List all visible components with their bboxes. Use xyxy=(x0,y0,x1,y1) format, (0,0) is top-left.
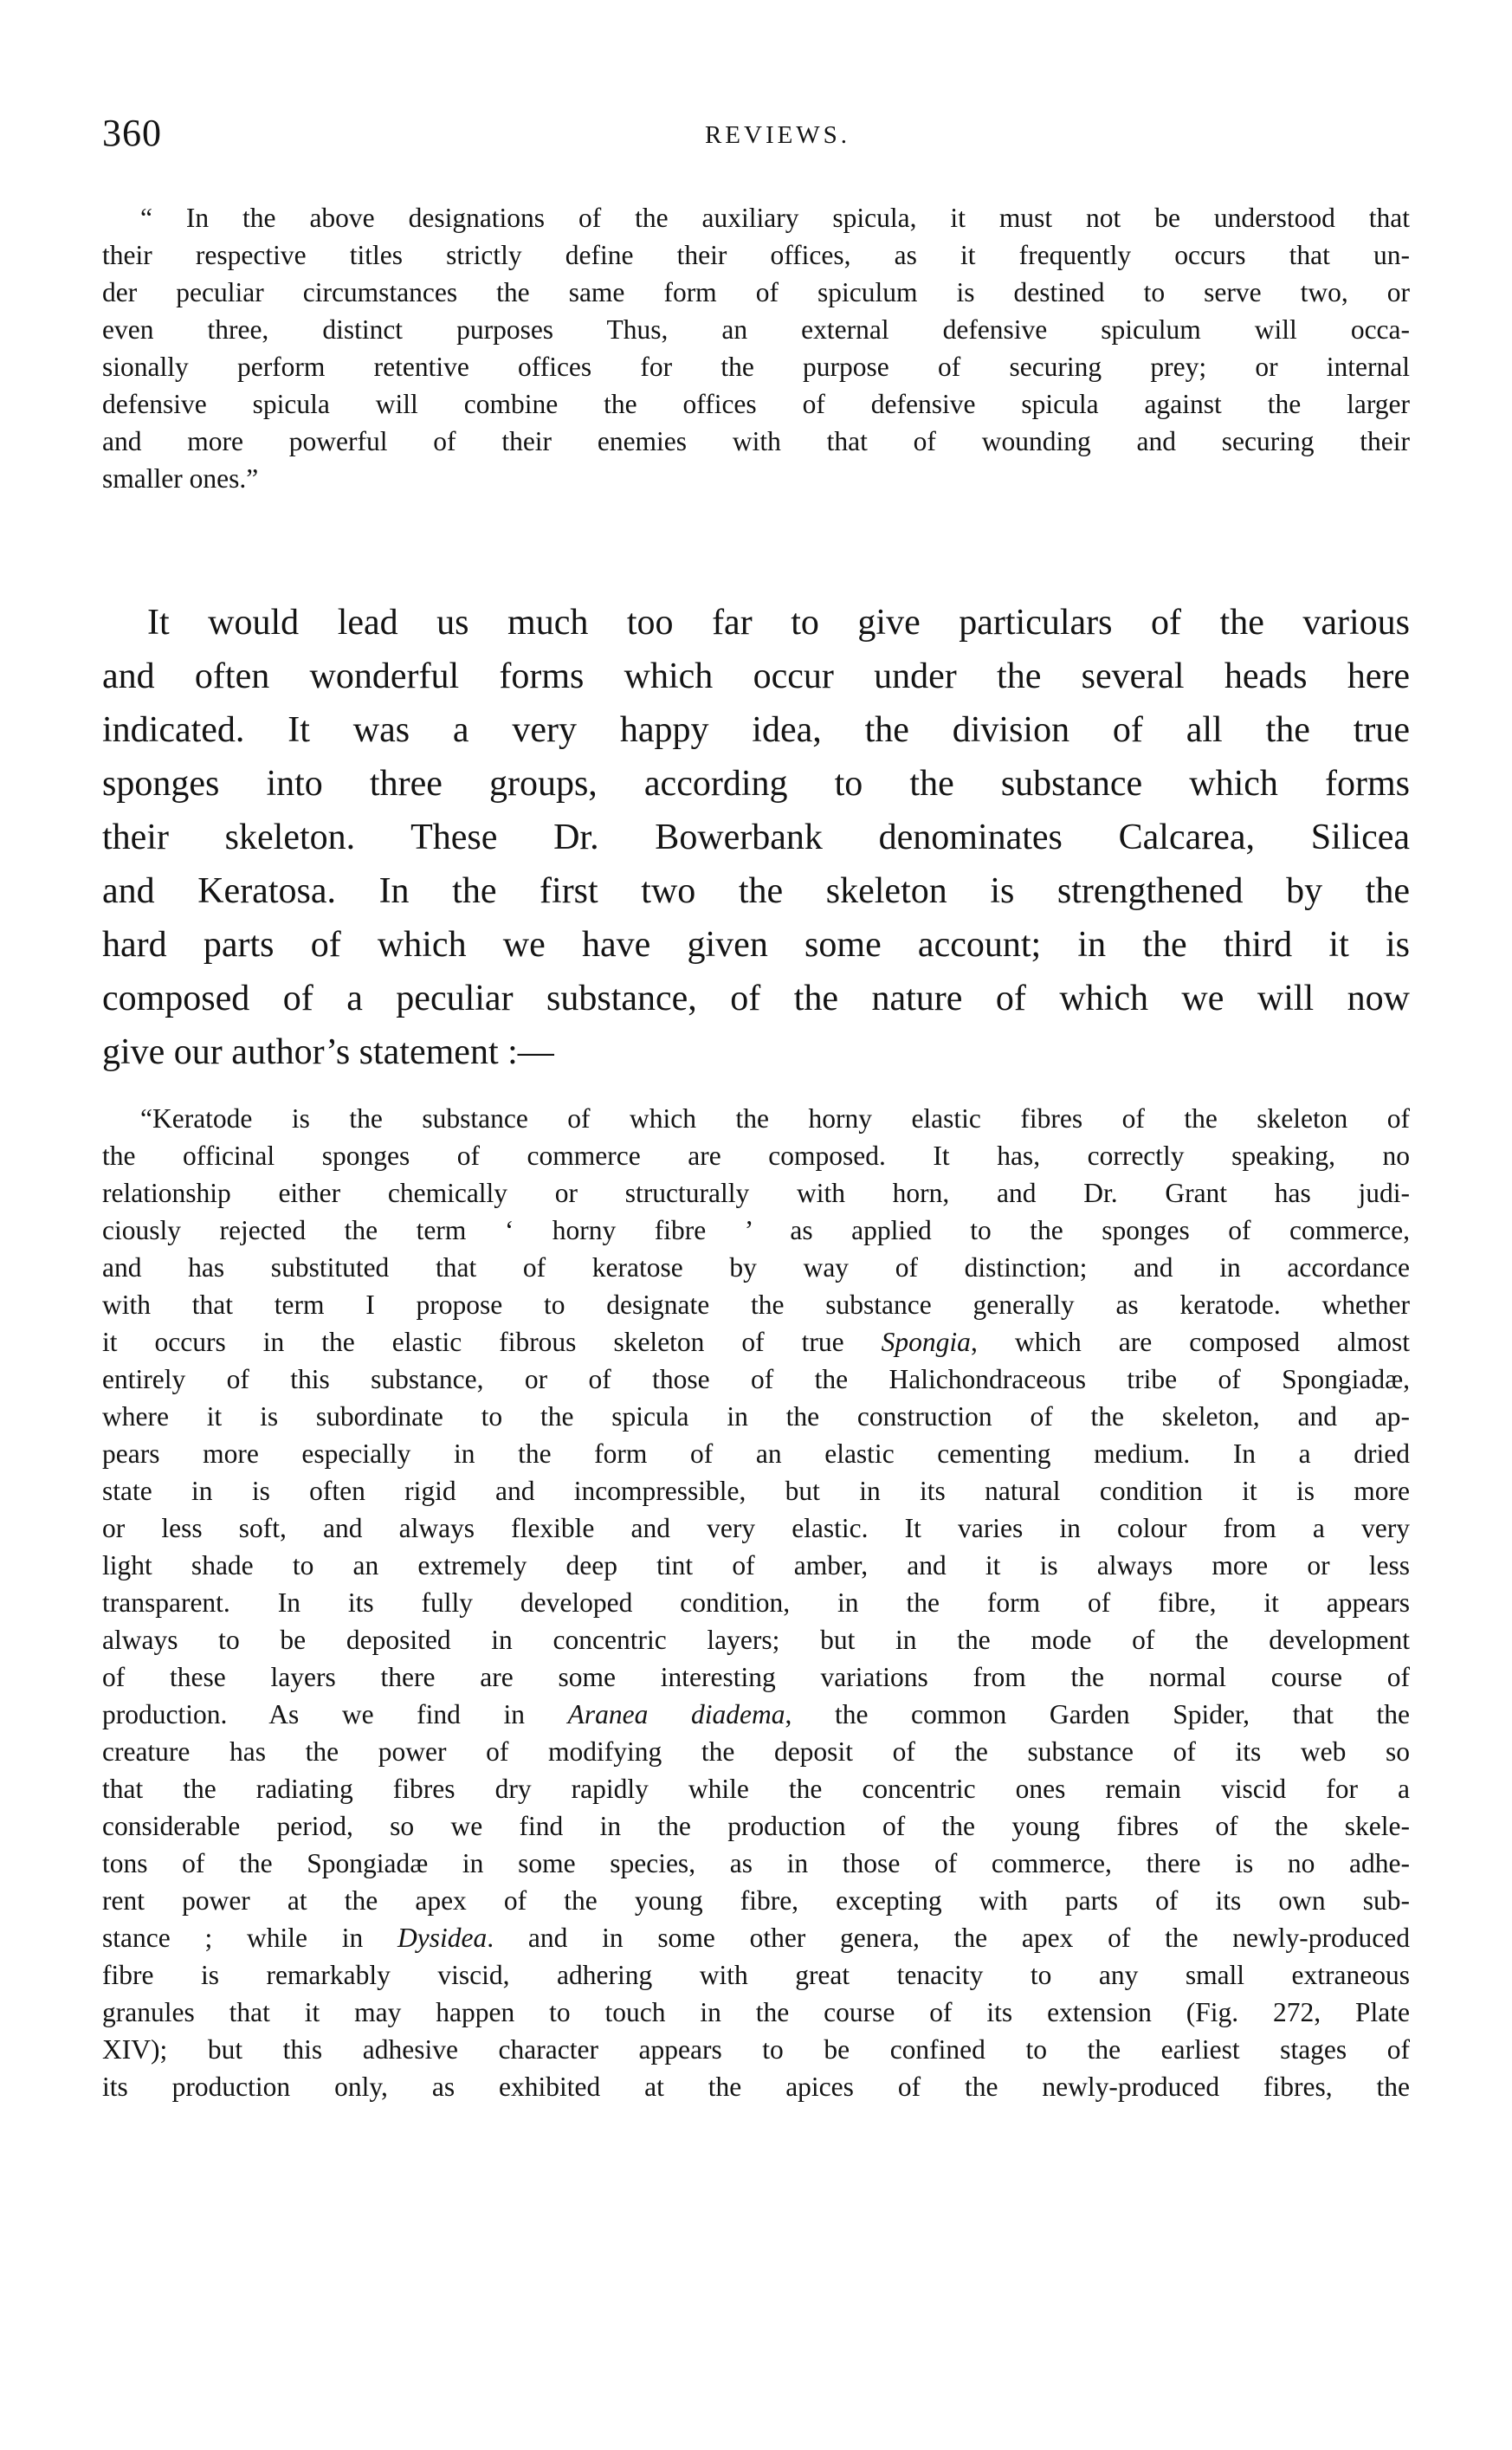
quote-text: . and in some other genera, the apex of the newly-produced xyxy=(487,1923,1410,1953)
body-line: composed of a peculiar substance, of the nature of which we will now xyxy=(102,979,1410,1018)
quote-line: even three, distinct purposes Thus, an external defensive spiculum will occa- xyxy=(102,314,1410,345)
quote-line: “ In the above designations of the auxiliary spicula, it must not be understood that xyxy=(140,203,1410,233)
quote-line: always to be deposited in concentric layers; but in the mode of the development xyxy=(102,1625,1410,1655)
quote-text: it occurs in the elastic fibrous skeleton of true xyxy=(102,1327,882,1357)
body-paragraph xyxy=(102,596,1410,1079)
quote-line: or less soft, and always flexible and very elastic. It varies in colour from a very xyxy=(102,1513,1410,1543)
quote-line: state in is often rigid and incompressible, but in its natural condition it is more xyxy=(102,1476,1410,1506)
quote-text: , which are composed almost xyxy=(970,1327,1410,1357)
body-line: indicated. It was a very happy idea, the division of all the true xyxy=(102,710,1410,750)
quote-line: the officinal sponges of commerce are composed. It has, correctly speaking, no xyxy=(102,1141,1410,1171)
quote-line: “Keratode is the substance of which the horny elastic fibres of the skeleton of xyxy=(140,1103,1410,1134)
quote-line: fibre is remarkably viscid, adhering with great tenacity to any small extraneous xyxy=(102,1960,1410,1990)
quote-line: entirely of this substance, or of those of the Halichondraceous tribe of Spongiadæ, xyxy=(102,1364,1410,1394)
page-number: 360 xyxy=(102,112,162,154)
quote-line: with that term I propose to designate the substance generally as keratode. whether xyxy=(102,1290,1410,1320)
genus-name: Dysidea xyxy=(397,1923,488,1953)
quote-line: pears more especially in the form of an elastic cementing medium. In a dried xyxy=(102,1438,1410,1469)
body-line: hard parts of which we have given some account; in the third it is xyxy=(102,925,1410,965)
running-title: REVIEWS. xyxy=(704,121,851,149)
quote-line: and more powerful of their enemies with that of wounding and securing their xyxy=(102,426,1410,456)
quote-line xyxy=(102,1919,1410,1956)
quote-line: transparent. In its fully developed condition, in the form of fibre, it appears xyxy=(102,1587,1410,1618)
quote-line: granules that it may happen to touch in the course of its extension (Fig. 272, Plate xyxy=(102,1997,1410,2027)
quote-line: and has substituted that of keratose by way of distinction; and in accordance xyxy=(102,1252,1410,1283)
species-name: Aranea diadema xyxy=(567,1699,785,1729)
quote-line xyxy=(102,1696,1410,1733)
quote-line: relationship either chemically or structurally with horn, and Dr. Grant has judi- xyxy=(102,1178,1410,1208)
quote-line: of these layers there are some interesting variations from the normal course of xyxy=(102,1662,1410,1692)
quote-line: creature has the power of modifying the deposit of the substance of its web so xyxy=(102,1736,1410,1767)
quote-line: where it is subordinate to the spicula in the construction of the skeleton, and ap- xyxy=(102,1401,1410,1432)
body-line: give our author’s statement :— xyxy=(102,1032,554,1072)
quote-line: that the radiating fibres dry rapidly while the concentric ones remain viscid for a xyxy=(102,1774,1410,1804)
quote-line: their respective titles strictly define their offices, as it frequently occurs that un- xyxy=(102,240,1410,270)
quote-line: considerable period, so we find in the production of the young fibres of the skele- xyxy=(102,1811,1410,1841)
body-line: their skeleton. These Dr. Bowerbank denominates Calcarea, Silicea xyxy=(102,818,1410,857)
genus-name: Spongia xyxy=(881,1327,971,1357)
body-line: and often wonderful forms which occur under the several heads here xyxy=(102,656,1410,696)
quote-line: its production only, as exhibited at the apices of the newly-produced fibres, the xyxy=(102,2072,1410,2102)
body-line: and Keratosa. In the first two the skeleton is strengthened by the xyxy=(102,871,1410,911)
running-head xyxy=(102,111,1418,163)
quote-line: light shade to an extremely deep tint of amber, and it is always more or less xyxy=(102,1550,1410,1581)
quote-line: defensive spicula will combine the offices of defensive spicula against the larger xyxy=(102,389,1410,419)
quote-keratode xyxy=(102,1100,1410,2105)
quote-line: smaller ones.” xyxy=(102,463,259,494)
quote-line: XIV); but this adhesive character appears to be confined to the earliest stages of xyxy=(102,2034,1410,2065)
quote-text: stance ; while in xyxy=(102,1923,397,1953)
body-line: sponges into three groups, according to the substance which forms xyxy=(102,764,1410,804)
quote-line: tons of the Spongiadæ in some species, as in those of commerce, there is no adhe- xyxy=(102,1848,1410,1878)
body-line: It would lead us much too far to give particulars of the various xyxy=(147,603,1410,643)
quote-line: ciously rejected the term ‘ horny fibre ’ as applied to the sponges of commerce, xyxy=(102,1215,1410,1245)
quote-auxiliary-spicula xyxy=(102,199,1410,497)
quote-line xyxy=(102,1323,1410,1361)
quote-line: rent power at the apex of the young fibre, excepting with parts of its own sub- xyxy=(102,1885,1410,1916)
quote-line: sionally perform retentive offices for the purpose of securing prey; or internal xyxy=(102,352,1410,382)
quote-text: production. As we find in xyxy=(102,1699,568,1729)
quote-line: der peculiar circumstances the same form of spiculum is destined to serve two, or xyxy=(102,277,1410,307)
quote-text: , the common Garden Spider, that the xyxy=(785,1699,1410,1729)
